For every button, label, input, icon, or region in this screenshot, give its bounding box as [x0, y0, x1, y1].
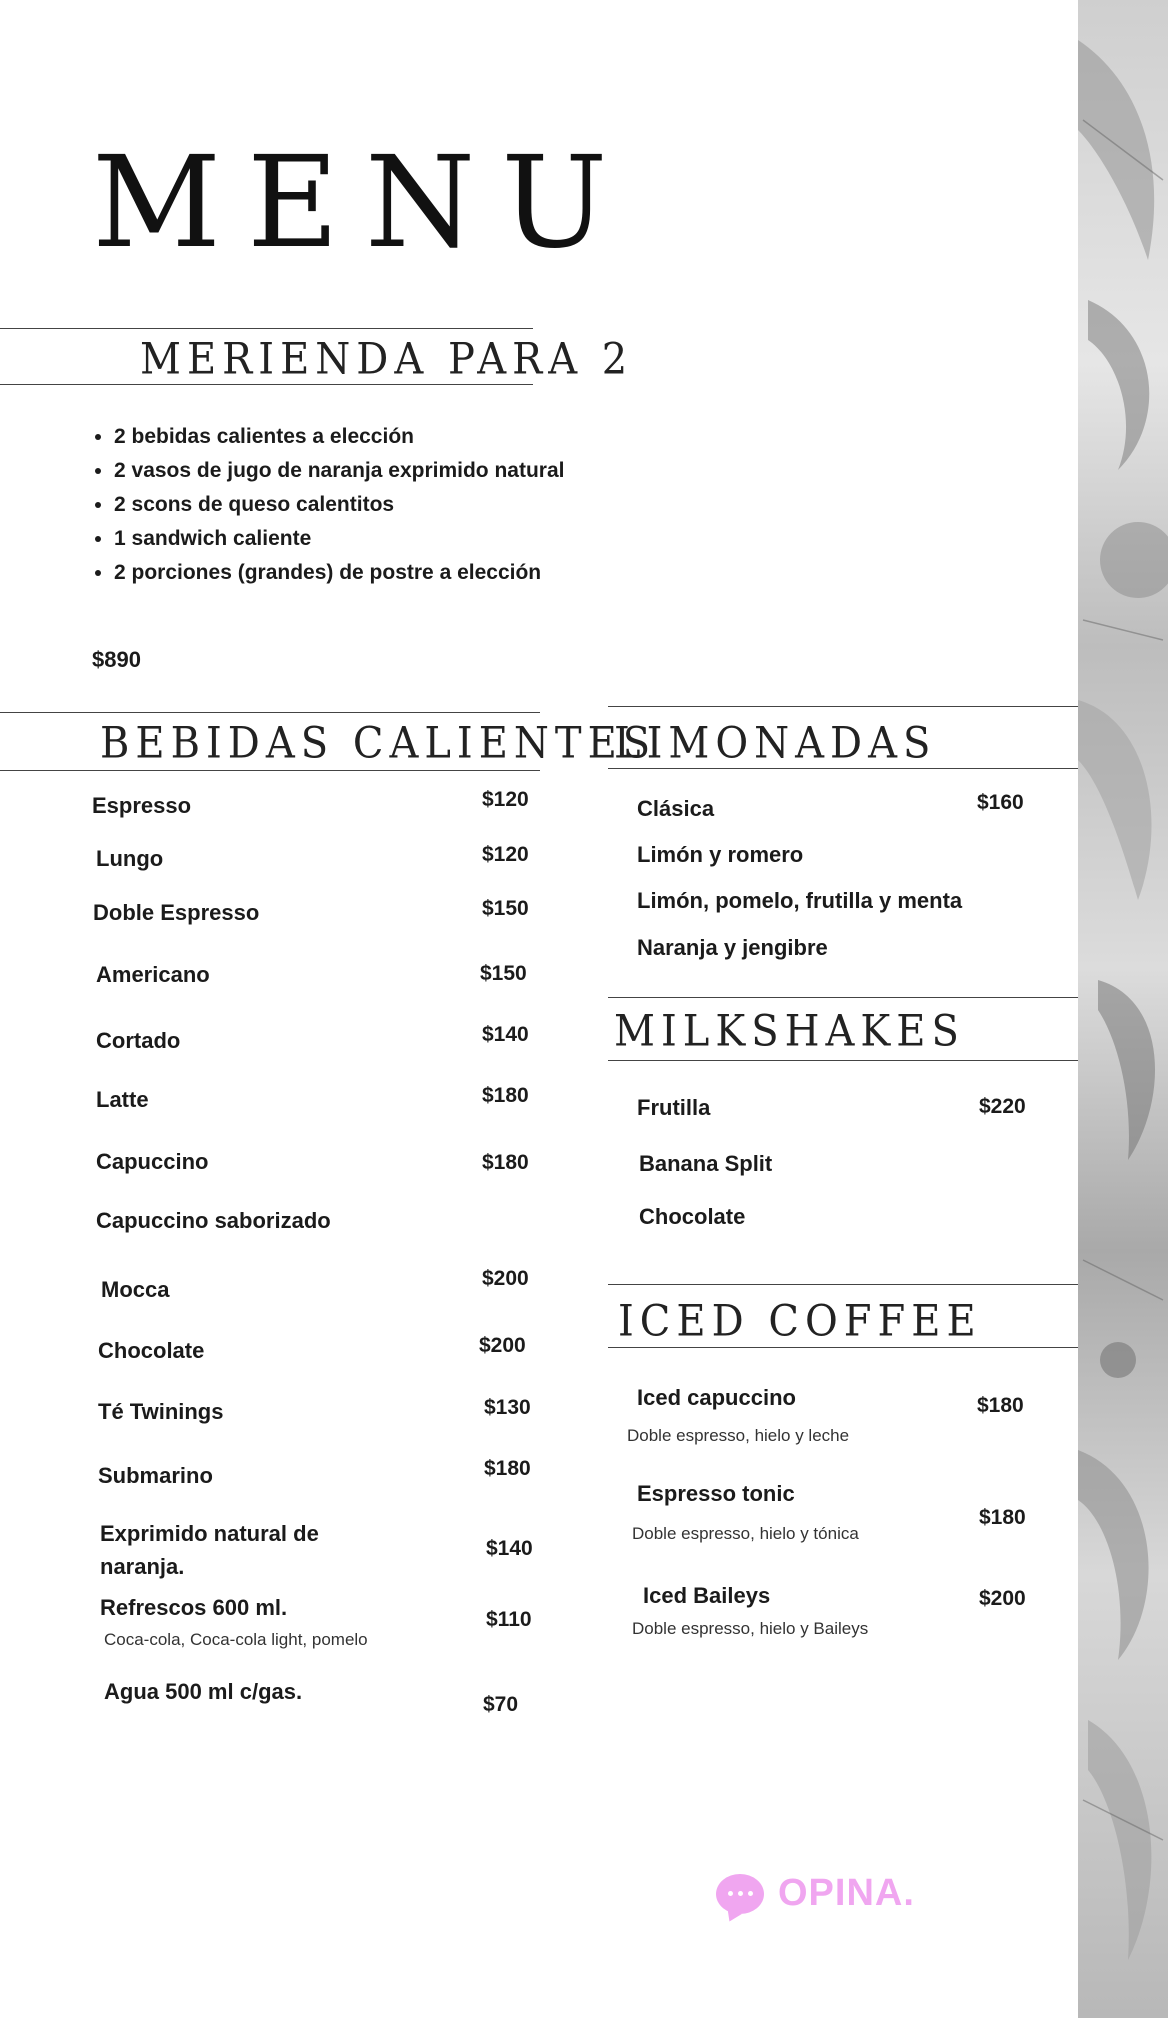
item-name: Naranja y jengibre: [637, 935, 828, 960]
divider: [608, 1284, 1078, 1285]
divider: [608, 997, 1078, 998]
item-name: Espresso: [92, 793, 192, 818]
item-price: $120: [482, 843, 529, 866]
list-item: • 1 sandwich caliente: [114, 522, 564, 556]
watermark-text: OPINA.: [778, 1872, 915, 1914]
milkshakes-heading: MILKSHAKES: [614, 1006, 965, 1057]
limonadas-heading: LIMONADAS: [614, 718, 937, 769]
item-price: $180: [482, 1151, 529, 1174]
item-price: $150: [480, 962, 527, 985]
item-name: Chocolate: [639, 1204, 746, 1229]
item-price: $180: [979, 1506, 1026, 1529]
item-name: Doble Espresso: [93, 900, 260, 925]
item-name: Iced Baileys: [643, 1583, 771, 1608]
item-price: $150: [482, 897, 529, 920]
item-name: Chocolate: [98, 1338, 205, 1363]
item-price: $140: [482, 1023, 529, 1046]
item-name: Submarino: [98, 1463, 213, 1488]
item-price: $200: [482, 1267, 529, 1290]
item-name: Americano: [96, 962, 210, 987]
divider: [0, 328, 533, 329]
item-name: Limón, pomelo, frutilla y menta: [637, 888, 963, 913]
opina-watermark: [716, 1872, 915, 1915]
item-price: $110: [486, 1608, 532, 1631]
item-name: Cortado: [96, 1028, 181, 1053]
item-name: Lungo: [96, 846, 164, 871]
list-item: • 2 scons de queso calentitos: [114, 488, 564, 522]
item-price: $180: [484, 1457, 531, 1480]
item-name-continued: naranja.: [100, 1554, 185, 1579]
item-name: Capuccino: [96, 1149, 209, 1174]
item-price: $220: [979, 1095, 1026, 1118]
item-name: Iced capuccino: [637, 1385, 796, 1410]
divider: [608, 1347, 1078, 1348]
item-detail: Doble espresso, hielo y Baileys: [632, 1619, 869, 1638]
list-item: • 2 porciones (grandes) de postre a elección: [114, 556, 564, 590]
item-detail: Doble espresso, hielo y leche: [627, 1426, 850, 1445]
menu-title: MENU: [92, 129, 634, 276]
item-price: $130: [484, 1396, 531, 1419]
item-detail: Coca-cola, Coca-cola light, pomelo: [104, 1630, 368, 1649]
item-price: $120: [482, 788, 529, 811]
divider: [608, 1060, 1078, 1061]
item-name: Frutilla: [637, 1095, 711, 1120]
merienda-list: [86, 420, 564, 590]
chat-bubble-icon: [716, 1874, 764, 1914]
list-item: • 2 bebidas calientes a elección: [114, 420, 564, 454]
bebidas-heading: BEBIDAS CALIENTES: [100, 718, 657, 769]
item-price: $180: [977, 1394, 1024, 1417]
divider: [608, 706, 1078, 707]
item-name: Banana Split: [639, 1151, 773, 1176]
merienda-heading: MERIENDA PARA 2: [140, 334, 634, 385]
item-name: Té Twinings: [98, 1399, 224, 1424]
item-name: Agua 500 ml c/gas.: [104, 1679, 303, 1704]
item-price: $70: [483, 1693, 519, 1716]
item-detail: Doble espresso, hielo y tónica: [632, 1524, 859, 1543]
item-name: Espresso tonic: [637, 1481, 795, 1506]
item-name: Clásica: [637, 796, 715, 821]
item-name: Limón y romero: [637, 842, 804, 867]
item-name: Refrescos 600 ml.: [100, 1595, 288, 1620]
item-price: $200: [979, 1587, 1026, 1610]
item-name: Mocca: [101, 1277, 170, 1302]
divider: [0, 384, 533, 385]
item-name: Capuccino saborizado: [96, 1208, 331, 1233]
item-price: $160: [977, 791, 1024, 814]
merienda-price: $890: [92, 647, 141, 672]
item-price: $200: [479, 1334, 526, 1357]
item-name: Latte: [96, 1087, 149, 1112]
divider: [0, 770, 540, 771]
divider: [0, 712, 540, 713]
iced-coffee-heading: ICED COFFEE: [618, 1296, 982, 1347]
item-name: Exprimido natural de: [100, 1521, 319, 1546]
list-item: • 2 vasos de jugo de naranja exprimido natural: [114, 454, 564, 488]
item-price: $180: [482, 1084, 529, 1107]
item-price: $140: [486, 1537, 533, 1560]
divider: [608, 768, 1078, 769]
botanical-illustration: [1078, 0, 1168, 2018]
